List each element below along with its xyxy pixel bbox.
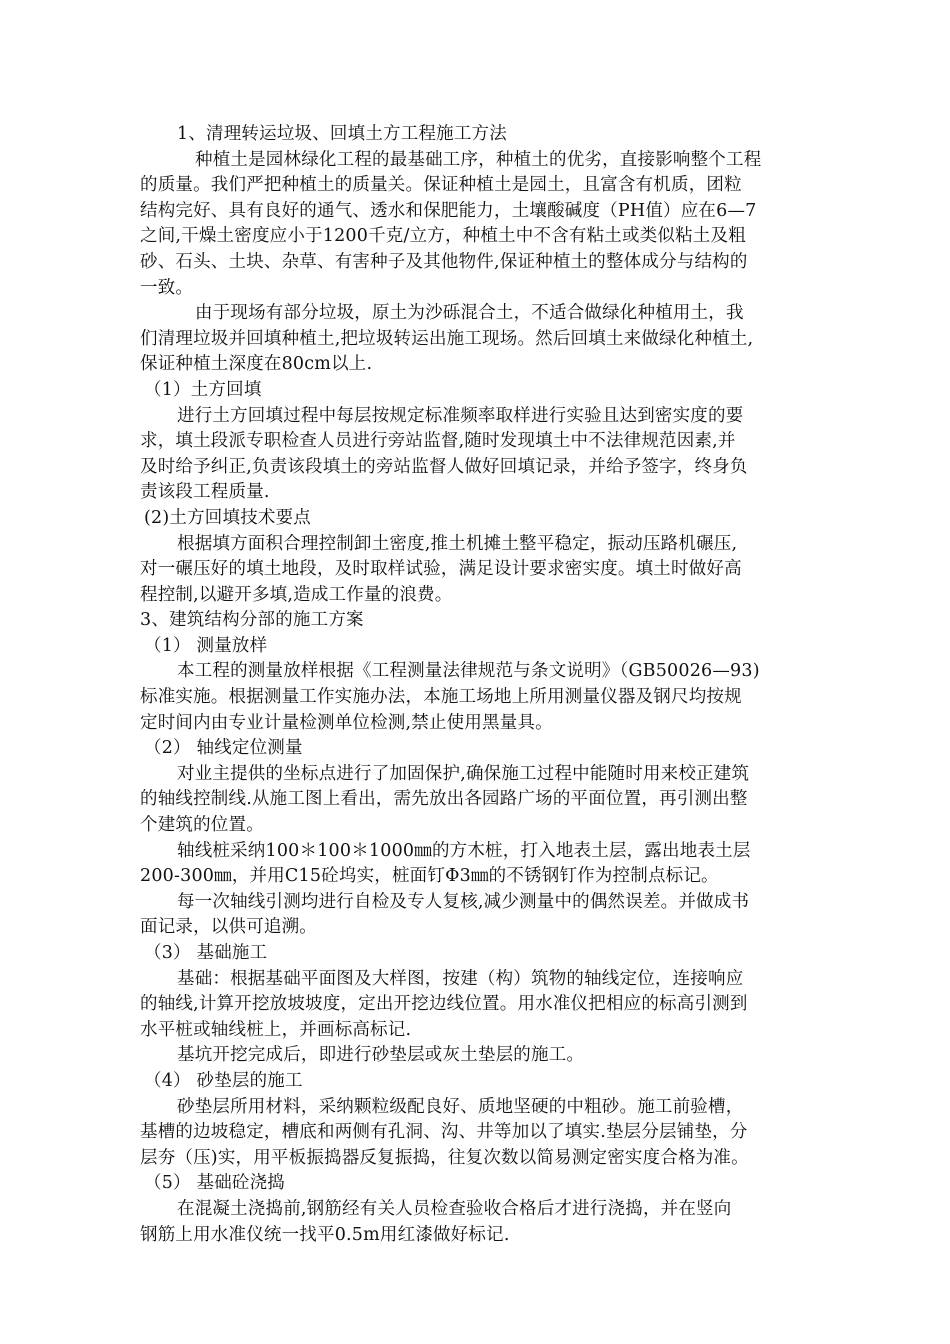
paragraph-line: 定时间内由专业计量检测单位检测,禁止使用黑量具。 [140, 712, 553, 733]
paragraph-line: 一致。 [140, 277, 194, 298]
paragraph-line: 基坑开挖完成后，即进行砂垫层或灰土垫层的施工。 [177, 1045, 585, 1066]
paragraph-line: 砂垫层所用材料，采纳颗粒级配良好、质地坚硬的中粗砂。施工前验槽， [177, 1096, 744, 1117]
paragraph-line: 的轴线,计算开挖放坡坡度，定出开挖边线位置。用水准仪把相应的标高引测到 [140, 994, 748, 1015]
document-page [140, 122, 812, 1248]
paragraph-line: 种植土是园林绿化工程的最基础工序，种植土的优劣，直接影响整个工程 [195, 149, 762, 170]
paragraph-line: 及时给予纠正,负责该段填土的旁站监督人做好回填记录，并给予签字，终身负 [140, 456, 748, 477]
paragraph-line: 钢筋上用水准仪统一找平0.5m用红漆做好标记. [140, 1224, 510, 1245]
paragraph-line: 个建筑的位置。 [140, 815, 264, 836]
paragraph-line: 程控制,以避开多填,造成工作量的浪费。 [140, 584, 453, 605]
paragraph-line: 的轴线控制线.从施工图上看出，需先放出各园路广场的平面位置，再引测出整 [140, 789, 748, 810]
paragraph-line: 水平桩或轴线桩上，并画标高标记. [140, 1019, 412, 1040]
paragraph-line: 本工程的测量放样根据《工程测量法律规范与条文说明》（GB50026—93) [177, 661, 760, 682]
subsection-heading: （4） 砂垫层的施工 [144, 1070, 303, 1091]
paragraph-line: 之间,干燥土密度应小于1200千克/立方，种植土中不含有粘土或类似粘土及粗 [140, 226, 746, 247]
paragraph-line: 的质量。我们严把种植土的质量关。保证种植土是园土，且富含有机质，团粒 [140, 175, 742, 196]
paragraph-line: 进行土方回填过程中每层按规定标准频率取样进行实验且达到密实度的要 [177, 405, 744, 426]
paragraph-line: 由于现场有部分垃圾，原土为沙砾混合土，不适合做绿化种植用土，我 [195, 303, 744, 324]
subsection-heading: （5） 基础砼浇捣 [144, 1173, 285, 1194]
paragraph-line: 200-300㎜，并用C15砼坞实，桩面钉Φ3㎜的不锈钢钉作为控制点标记。 [140, 866, 719, 887]
section-heading-3: 3、建筑结构分部的施工方案 [140, 610, 364, 631]
paragraph-line: 在混凝土浇捣前,钢筋经有关人员检查验收合格后才进行浇捣，并在竖向 [177, 1198, 732, 1219]
paragraph-line: 结构完好、具有良好的通气、透水和保肥能力，土壤酸碱度（PH值）应在6—7 [140, 200, 757, 221]
subsection-heading: （2） 轴线定位测量 [144, 738, 303, 759]
paragraph-line: 基础：根据基础平面图及大样图，按建（构）筑物的轴线定位，连接响应 [177, 968, 744, 989]
paragraph-line: 责该段工程质量. [140, 482, 270, 503]
subsection-heading: （1） 测量放样 [144, 635, 268, 656]
paragraph-line: 层夯（压)实，用平板振捣器反复振捣，往复次数以简易测定密实度合格为准。 [140, 1147, 749, 1168]
subsection-heading: （3） 基础施工 [144, 943, 268, 963]
paragraph-line: 根据填方面积合理控制卸土密度,推土机摊土整平稳定，振动压路机碾压, [177, 533, 738, 554]
paragraph-line: 标准实施。根据测量工作实施办法，本施工场地上所用测量仪器及钢尺均按规 [140, 687, 742, 708]
subsection-heading: （1）土方回填 [144, 379, 262, 400]
paragraph-line: 砂、石头、土块、杂草、有害种子及其他物件,保证种植土的整体成分与结构的 [140, 251, 748, 272]
subsection-heading: (2)土方回填技术要点 [144, 507, 311, 528]
paragraph-line: 轴线桩采纳100＊100＊1000㎜的方木桩，打入地表土层，露出地表土层 [177, 840, 751, 861]
paragraph-line: 对一碾压好的填土地段，及时取样试验，满足设计要求密实度。填土时做好高 [140, 559, 742, 580]
paragraph-line: 保证种植土深度在80cm以上. [140, 354, 373, 375]
paragraph-line: 对业主提供的坐标点进行了加固保护,确保施工过程中能随时用来校正建筑 [177, 763, 750, 784]
paragraph-line: 面记录，以供可追溯。 [140, 917, 317, 938]
paragraph-line: 求，填土段派专职检查人员进行旁站监督,随时发现填土中不法律规范因素,并 [140, 431, 736, 452]
section-heading-1: 1、清理转运垃圾、回填土方工程施工方法 [177, 124, 507, 144]
paragraph-line: 每一次轴线引测均进行自检及专人复核,减少测量中的偶然误差。并做成书 [177, 891, 750, 912]
paragraph-line: 们清理垃圾并回填种植土,把垃圾转运出施工现场。然后回填土来做绿化种植土, [140, 328, 754, 349]
paragraph-line: 基槽的边坡稳定，槽底和两侧有孔洞、沟、井等加以了填实.垫层分层铺垫，分 [140, 1122, 748, 1143]
